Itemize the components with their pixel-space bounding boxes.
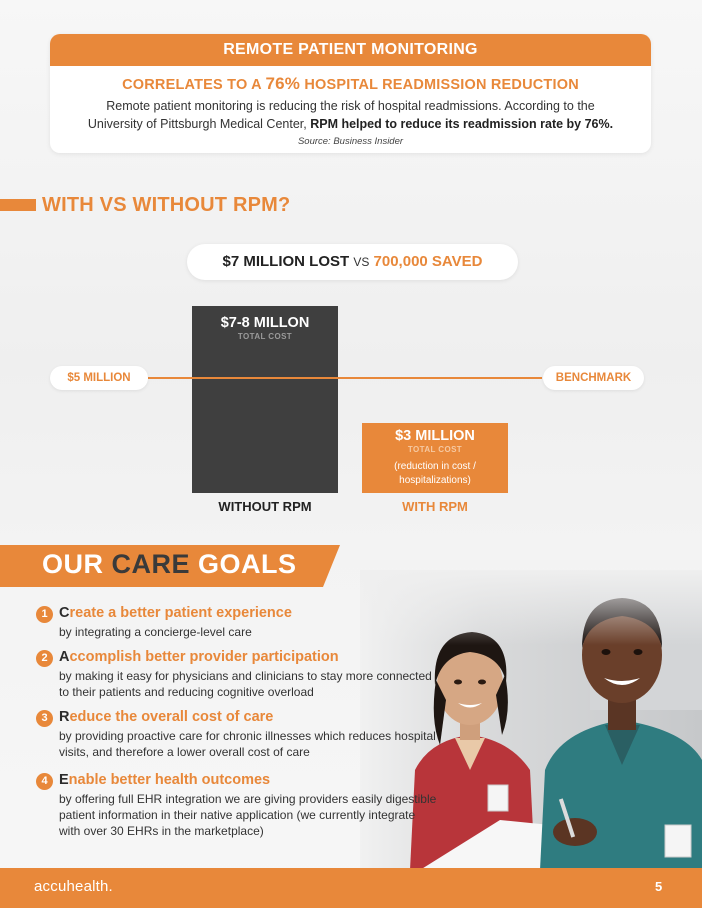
bar-with-rpm xyxy=(362,423,508,493)
page-footer xyxy=(0,868,702,908)
section-heading: WITH VS WITHOUT RPM? xyxy=(42,194,291,216)
bar-with-note-line-2: hospitalizations) xyxy=(399,475,471,486)
label-without-rpm: WITHOUT RPM xyxy=(218,499,312,514)
subtitle-pre: CORRELATES TO A xyxy=(122,77,266,93)
accuhealth-logo: accuhealth. xyxy=(34,878,113,895)
page-number: 5 xyxy=(655,879,663,894)
goal-number: 2 xyxy=(36,650,53,667)
goal-description: by integrating a concierge-level care xyxy=(59,625,252,639)
body-line-1: Remote patient monitoring is reducing the risk of hospital readmissions. According to the xyxy=(106,99,595,113)
vs-text: VS xyxy=(353,255,370,269)
goal-title xyxy=(59,605,292,621)
goal-title-rest: reate a better patient experience xyxy=(69,605,292,621)
goal-title-rest: nable better health outcomes xyxy=(68,772,271,788)
bar-without-value: $7-8 MILLON xyxy=(220,315,310,331)
goal-title xyxy=(59,649,339,665)
rpm-card-source: Source: Business Insider xyxy=(297,136,404,147)
title-post: GOALS xyxy=(190,549,297,579)
title-pre: OUR xyxy=(42,549,112,579)
label-with-rpm: WITH RPM xyxy=(402,499,468,514)
body-line-2-text: University of Pittsburgh Medical Center, xyxy=(87,117,311,131)
goal-number: 4 xyxy=(36,773,53,790)
benchmark-label-pill: BENCHMARK xyxy=(543,366,644,390)
saved-text: 700,000 SAVED xyxy=(373,253,483,270)
rpm-card-header: REMOTE PATIENT MONITORING xyxy=(50,34,651,66)
goal-number: 1 xyxy=(36,606,53,623)
goal-title-rest: ccomplish better provider participation xyxy=(69,649,339,665)
bar-without-rpm xyxy=(192,306,338,493)
body-line-2-bold: RPM helped to reduce its readmission rate by 76%. xyxy=(310,117,614,131)
benchmark-value-pill: $5 MILLION xyxy=(50,366,148,390)
goal-number: 3 xyxy=(36,710,53,727)
goal-title-initial: E xyxy=(59,772,69,788)
bar-with-sub: TOTAL COST xyxy=(407,445,463,454)
goal-description: by providing proactive care for chronic illnesses which reduces hospital visits, and therefore a lower overall cost of care xyxy=(59,729,436,759)
bar-with-note xyxy=(362,460,508,488)
bar-with-value: $3 MILLION xyxy=(395,428,475,444)
goal-title-initial: A xyxy=(59,649,70,665)
rpm-info-card xyxy=(50,34,651,153)
lost-text: $7 MILLION LOST xyxy=(222,253,350,270)
title-care: CARE xyxy=(111,549,191,579)
goal-title xyxy=(59,772,270,788)
body-line-2 xyxy=(60,115,641,133)
subtitle-post: HOSPITAL READMISSION REDUCTION xyxy=(300,77,579,93)
goal-title-initial: R xyxy=(59,709,70,725)
rpm-card-subtitle xyxy=(50,74,651,94)
bar-with-note-line-1: (reduction in cost / xyxy=(394,461,476,472)
heading-accent-bar xyxy=(0,199,36,211)
goal-title xyxy=(59,709,273,725)
rpm-card-body xyxy=(50,97,651,133)
care-goals-title xyxy=(42,549,297,580)
goal-description: by offering full EHR integration we are giving providers easily digestible patient information in their native application (we currently integrate with over 30 EHRs in the marketplace) xyxy=(59,792,437,838)
goal-description: by making it easy for physicians and clinicians to stay more connected to their patients and reducing cognitive overload xyxy=(59,669,432,699)
subtitle-percent: 76% xyxy=(265,74,301,93)
bar-without-sub: TOTAL COST xyxy=(237,332,293,341)
benchmark-line xyxy=(148,377,542,379)
goal-title-initial: C xyxy=(59,605,70,621)
comparison-pill xyxy=(187,244,518,280)
goal-title-rest: educe the overall cost of care xyxy=(69,709,274,725)
